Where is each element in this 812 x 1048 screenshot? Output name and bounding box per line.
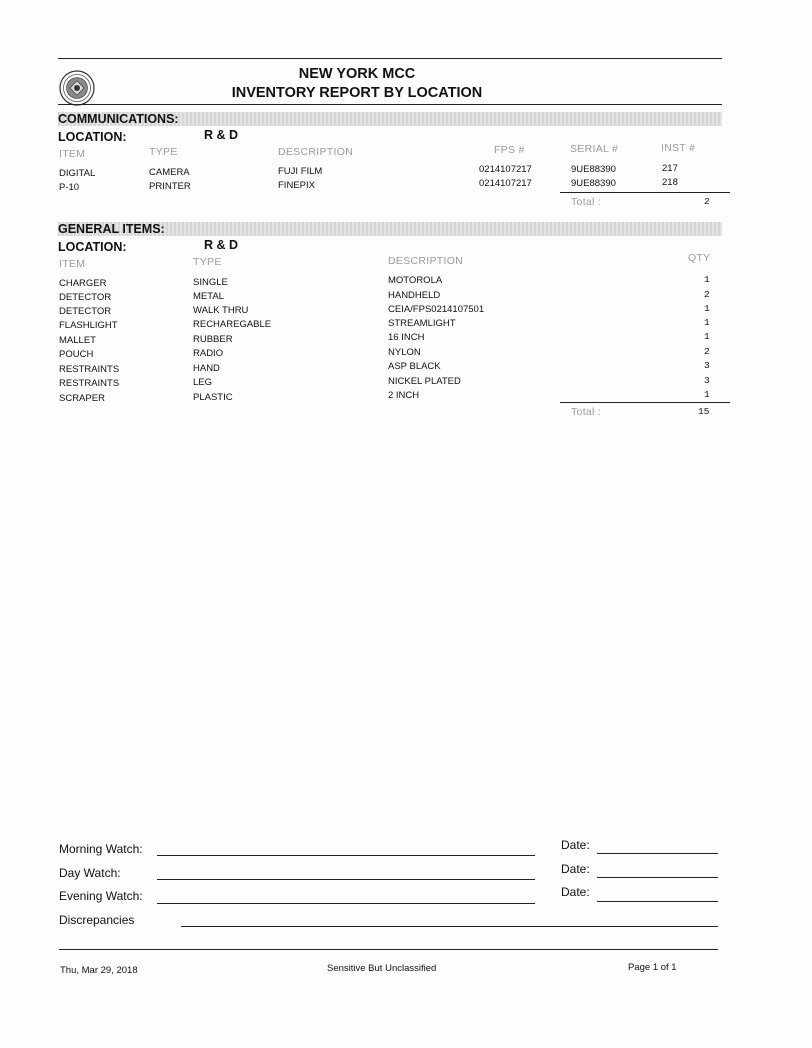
morning-date-line[interactable] bbox=[597, 853, 718, 854]
general-row-4-qty: 1 bbox=[704, 317, 710, 328]
general-row-2-description: HANDHELD bbox=[388, 290, 441, 301]
footer-classification: Sensitive But Unclassified bbox=[327, 963, 437, 974]
general-row-1-description: MOTOROLA bbox=[388, 275, 443, 286]
general-row-1-item: CHARGER bbox=[59, 278, 107, 289]
comm-col-fps: FPS # bbox=[494, 144, 525, 156]
day-date-label: Date: bbox=[561, 862, 590, 876]
general-row-3-item: DETECTOR bbox=[59, 306, 112, 317]
general-row-7-type: HAND bbox=[193, 363, 220, 374]
day-watch-line[interactable] bbox=[157, 879, 535, 880]
comm-location-value: R & D bbox=[204, 128, 239, 142]
comm-row-2-item: P-10 bbox=[59, 182, 80, 193]
general-row-9-description: 2 INCH bbox=[388, 390, 420, 401]
top-rule bbox=[58, 58, 722, 59]
general-col-description: DESCRIPTION bbox=[388, 255, 464, 267]
general-row-8-qty: 3 bbox=[704, 375, 710, 386]
general-row-9-item: SCRAPER bbox=[59, 393, 105, 404]
general-row-3-description: CEIA/FPS0214107501 bbox=[388, 304, 485, 315]
day-date-line[interactable] bbox=[597, 877, 718, 878]
comm-row-1-item: DIGITAL bbox=[59, 168, 96, 179]
general-col-type: TYPE bbox=[193, 256, 222, 268]
comm-location-label: LOCATION: bbox=[58, 130, 127, 144]
comm-col-type: TYPE bbox=[149, 146, 178, 158]
comm-row-2-fps: 0214107217 bbox=[479, 178, 532, 189]
comm-col-description: DESCRIPTION bbox=[278, 146, 354, 158]
footer-page-number: Page 1 of 1 bbox=[628, 962, 677, 973]
general-row-4-description: STREAMLIGHT bbox=[388, 318, 456, 329]
general-total-label: Total : bbox=[571, 406, 602, 418]
evening-date-label: Date: bbox=[561, 885, 590, 899]
general-row-2-item: DETECTOR bbox=[59, 292, 112, 303]
evening-date-line[interactable] bbox=[597, 901, 718, 902]
general-row-1-qty: 1 bbox=[704, 274, 710, 285]
general-col-item: ITEM bbox=[59, 258, 86, 270]
general-location-value: R & D bbox=[204, 238, 239, 252]
comm-row-2-description: FINEPIX bbox=[278, 180, 315, 191]
general-row-4-type: RECHAREGABLE bbox=[193, 319, 272, 330]
general-row-9-type: PLASTIC bbox=[193, 392, 233, 403]
comm-row-1-type: CAMERA bbox=[149, 167, 190, 178]
evening-watch-label: Evening Watch: bbox=[59, 889, 143, 903]
general-row-7-qty: 3 bbox=[704, 360, 710, 371]
general-row-8-description: NICKEL PLATED bbox=[388, 376, 461, 387]
general-row-2-qty: 2 bbox=[704, 289, 710, 300]
report-title-line1: NEW YORK MCC bbox=[298, 66, 416, 82]
general-row-5-description: 16 INCH bbox=[388, 332, 425, 343]
day-watch-label: Day Watch: bbox=[59, 866, 121, 880]
general-location-label: LOCATION: bbox=[58, 240, 127, 254]
comm-col-inst: INST # bbox=[661, 142, 696, 154]
comm-row-1-serial: 9UE88390 bbox=[571, 164, 616, 175]
communications-section-band bbox=[58, 112, 722, 126]
evening-watch-line[interactable] bbox=[157, 903, 535, 904]
comm-col-serial: SERIAL # bbox=[570, 143, 619, 155]
general-row-8-item: RESTRAINTS bbox=[59, 378, 120, 389]
comm-col-item: ITEM bbox=[59, 148, 86, 160]
general-row-9-qty: 1 bbox=[704, 389, 710, 400]
general-row-6-description: NYLON bbox=[388, 347, 421, 358]
discrepancies-line[interactable] bbox=[181, 926, 718, 927]
general-row-5-item: MALLET bbox=[59, 335, 96, 346]
comm-row-1-inst: 217 bbox=[662, 163, 678, 174]
communications-section-title: COMMUNICATIONS: bbox=[58, 112, 179, 126]
general-col-qty: QTY bbox=[688, 252, 711, 264]
general-row-4-item: FLASHLIGHT bbox=[59, 320, 118, 331]
general-row-2-type: METAL bbox=[193, 291, 224, 302]
report-title-line2: INVENTORY REPORT BY LOCATION bbox=[231, 85, 483, 101]
general-row-8-type: LEG bbox=[193, 377, 213, 388]
general-total-rule bbox=[560, 402, 730, 403]
morning-date-label: Date: bbox=[561, 838, 590, 852]
general-total-value: 15 bbox=[698, 406, 710, 417]
general-row-7-description: ASP BLACK bbox=[388, 361, 441, 372]
comm-row-2-serial: 9UE88390 bbox=[571, 178, 616, 189]
general-row-3-type: WALK THRU bbox=[193, 305, 249, 316]
comm-total-rule bbox=[560, 192, 730, 193]
general-row-1-type: SINGLE bbox=[193, 277, 228, 288]
general-row-6-item: POUCH bbox=[59, 349, 94, 360]
footer-print-date: Thu, Mar 29, 2018 bbox=[60, 965, 138, 976]
comm-row-1-description: FUJI FILM bbox=[278, 166, 323, 177]
comm-row-1-fps: 0214107217 bbox=[479, 164, 532, 175]
general-section-band bbox=[58, 222, 722, 236]
discrepancies-label: Discrepancies bbox=[59, 913, 135, 927]
morning-watch-label: Morning Watch: bbox=[59, 842, 143, 856]
footer-rule bbox=[59, 949, 718, 950]
general-row-6-type: RADIO bbox=[193, 348, 224, 359]
comm-row-2-inst: 218 bbox=[662, 177, 678, 188]
comm-total-label: Total : bbox=[571, 196, 602, 208]
general-row-5-type: RUBBER bbox=[193, 334, 233, 345]
title-rule bbox=[58, 104, 722, 105]
general-row-3-qty: 1 bbox=[704, 303, 710, 314]
general-section-title: GENERAL ITEMS: bbox=[58, 222, 165, 236]
general-row-6-qty: 2 bbox=[704, 346, 710, 357]
general-row-7-item: RESTRAINTS bbox=[59, 364, 120, 375]
general-row-5-qty: 1 bbox=[704, 331, 710, 342]
comm-row-2-type: PRINTER bbox=[149, 181, 191, 192]
comm-total-value: 2 bbox=[704, 196, 710, 207]
morning-watch-line[interactable] bbox=[157, 855, 535, 856]
